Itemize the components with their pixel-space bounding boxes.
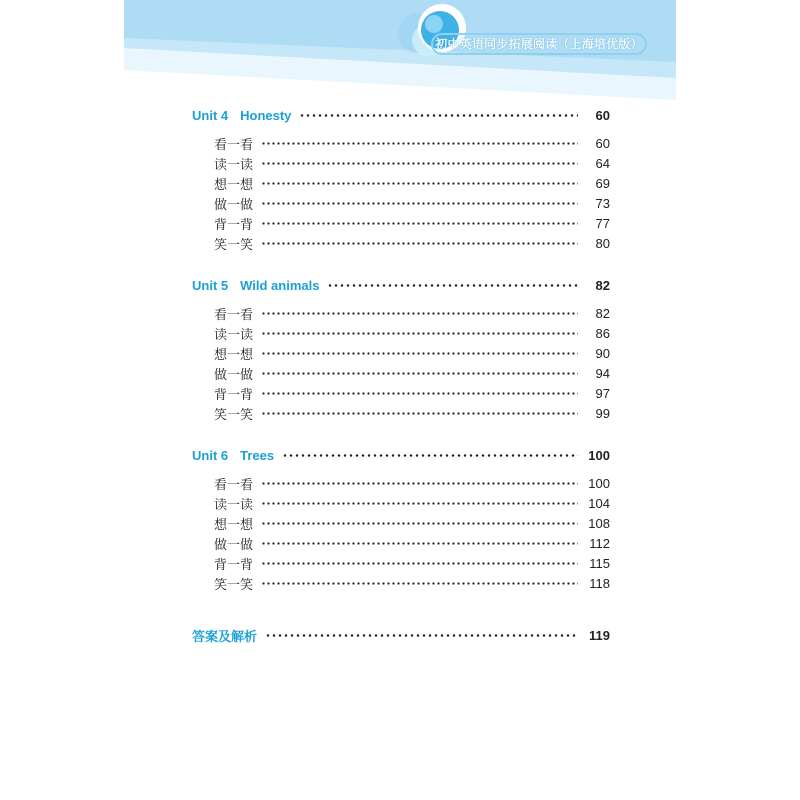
dot-leader xyxy=(261,312,578,315)
entry-label: 笑一笑 xyxy=(214,407,254,423)
entry-page-number: 73 xyxy=(595,195,610,211)
toc-entry[interactable] xyxy=(192,493,610,513)
toc-unit-heading[interactable] xyxy=(192,444,610,466)
unit-page-number: 60 xyxy=(595,107,610,123)
toc-entry[interactable] xyxy=(192,193,610,213)
entry-label: 背一背 xyxy=(214,217,254,233)
dot-leader xyxy=(261,162,578,165)
entry-label: 想一想 xyxy=(214,347,254,363)
entry-label: 做一做 xyxy=(214,197,254,213)
toc-section-unit-6 xyxy=(192,444,610,593)
toc-entry[interactable] xyxy=(192,573,610,593)
dot-leader xyxy=(261,182,578,185)
unit-name: Wild animals xyxy=(240,277,320,293)
dot-leader xyxy=(261,332,578,335)
entry-page-number: 100 xyxy=(588,475,610,491)
section-spacer xyxy=(192,253,610,274)
entry-label: 想一想 xyxy=(214,177,254,193)
entry-page-number: 97 xyxy=(595,385,610,401)
dot-leader xyxy=(261,142,578,145)
unit-number: Unit 4 xyxy=(192,107,229,123)
toc-entry[interactable] xyxy=(192,513,610,533)
section-spacer xyxy=(192,423,610,444)
entry-page-number: 86 xyxy=(595,325,610,341)
dot-leader xyxy=(261,522,578,525)
dot-leader xyxy=(261,392,578,395)
entry-label: 看一看 xyxy=(214,307,254,323)
dot-leader xyxy=(261,222,578,225)
unit-page-number: 82 xyxy=(595,277,610,293)
entry-label: 做一做 xyxy=(214,537,254,553)
entry-page-number: 94 xyxy=(595,365,610,381)
toc-entry[interactable] xyxy=(192,553,610,573)
dot-leader xyxy=(261,482,578,485)
entry-page-number: 60 xyxy=(595,135,610,151)
section-spacer xyxy=(192,593,610,624)
dot-leader xyxy=(261,582,578,585)
toc-answers-entry[interactable] xyxy=(192,624,610,646)
unit-number: Unit 6 xyxy=(192,447,229,463)
entry-page-number: 118 xyxy=(589,575,610,591)
series-title: 初中英语同步拓展阅读（上海培优版） xyxy=(431,33,647,55)
dot-leader xyxy=(265,633,578,637)
entry-page-number: 112 xyxy=(589,535,610,551)
toc-entry[interactable] xyxy=(192,473,610,493)
entry-page-number: 77 xyxy=(595,215,610,231)
toc-entry[interactable] xyxy=(192,173,610,193)
entry-label: 笑一笑 xyxy=(214,237,254,253)
dot-leader xyxy=(261,352,578,355)
entry-label: 读一读 xyxy=(214,157,254,173)
toc-section-unit-4 xyxy=(192,104,610,253)
toc-entry[interactable] xyxy=(192,533,610,553)
entry-page-number: 90 xyxy=(595,345,610,361)
unit-page-number: 100 xyxy=(588,447,610,463)
entry-page-number: 80 xyxy=(595,235,610,251)
entry-page-number: 69 xyxy=(595,175,610,191)
unit-title xyxy=(192,108,291,123)
table-of-contents xyxy=(192,104,610,653)
toc-entry[interactable] xyxy=(192,383,610,403)
toc-entry[interactable] xyxy=(192,233,610,253)
dot-leader xyxy=(282,453,578,457)
entry-label: 笑一笑 xyxy=(214,577,254,593)
toc-entry[interactable] xyxy=(192,303,610,323)
dot-leader xyxy=(261,542,578,545)
answers-page-number: 119 xyxy=(589,627,610,643)
dot-leader xyxy=(261,562,578,565)
entry-label: 想一想 xyxy=(214,517,254,533)
unit-name: Honesty xyxy=(240,107,292,123)
entry-label: 读一读 xyxy=(214,327,254,343)
dot-leader xyxy=(261,242,578,245)
entry-page-number: 104 xyxy=(588,495,610,511)
entry-page-number: 115 xyxy=(589,555,610,571)
toc-section-unit-5 xyxy=(192,274,610,423)
entry-label: 读一读 xyxy=(214,497,254,513)
dot-leader xyxy=(299,113,578,117)
dot-leader xyxy=(261,502,578,505)
dot-leader xyxy=(327,283,578,287)
entry-label: 做一做 xyxy=(214,367,254,383)
answers-title: 答案及解析 xyxy=(192,628,258,644)
dot-leader xyxy=(261,412,578,415)
unit-title xyxy=(192,278,319,293)
dot-leader xyxy=(261,372,578,375)
unit-name: Trees xyxy=(240,447,275,463)
entry-label: 背一背 xyxy=(214,387,254,403)
toc-entry[interactable] xyxy=(192,213,610,233)
toc-unit-heading[interactable] xyxy=(192,104,610,126)
toc-entry[interactable] xyxy=(192,323,610,343)
toc-entry[interactable] xyxy=(192,363,610,383)
toc-entry[interactable] xyxy=(192,403,610,423)
entry-page-number: 64 xyxy=(595,155,610,171)
entry-page-number: 82 xyxy=(595,305,610,321)
entry-label: 看一看 xyxy=(214,477,254,493)
entry-label: 背一背 xyxy=(214,557,254,573)
entry-page-number: 108 xyxy=(588,515,610,531)
unit-number: Unit 5 xyxy=(192,277,229,293)
toc-unit-heading[interactable] xyxy=(192,274,610,296)
unit-title xyxy=(192,448,274,463)
entry-label: 看一看 xyxy=(214,137,254,153)
toc-entry[interactable] xyxy=(192,133,610,153)
dot-leader xyxy=(261,202,578,205)
toc-entry[interactable] xyxy=(192,153,610,173)
toc-entry[interactable] xyxy=(192,343,610,363)
book-page xyxy=(124,0,676,800)
entry-page-number: 99 xyxy=(595,405,610,421)
